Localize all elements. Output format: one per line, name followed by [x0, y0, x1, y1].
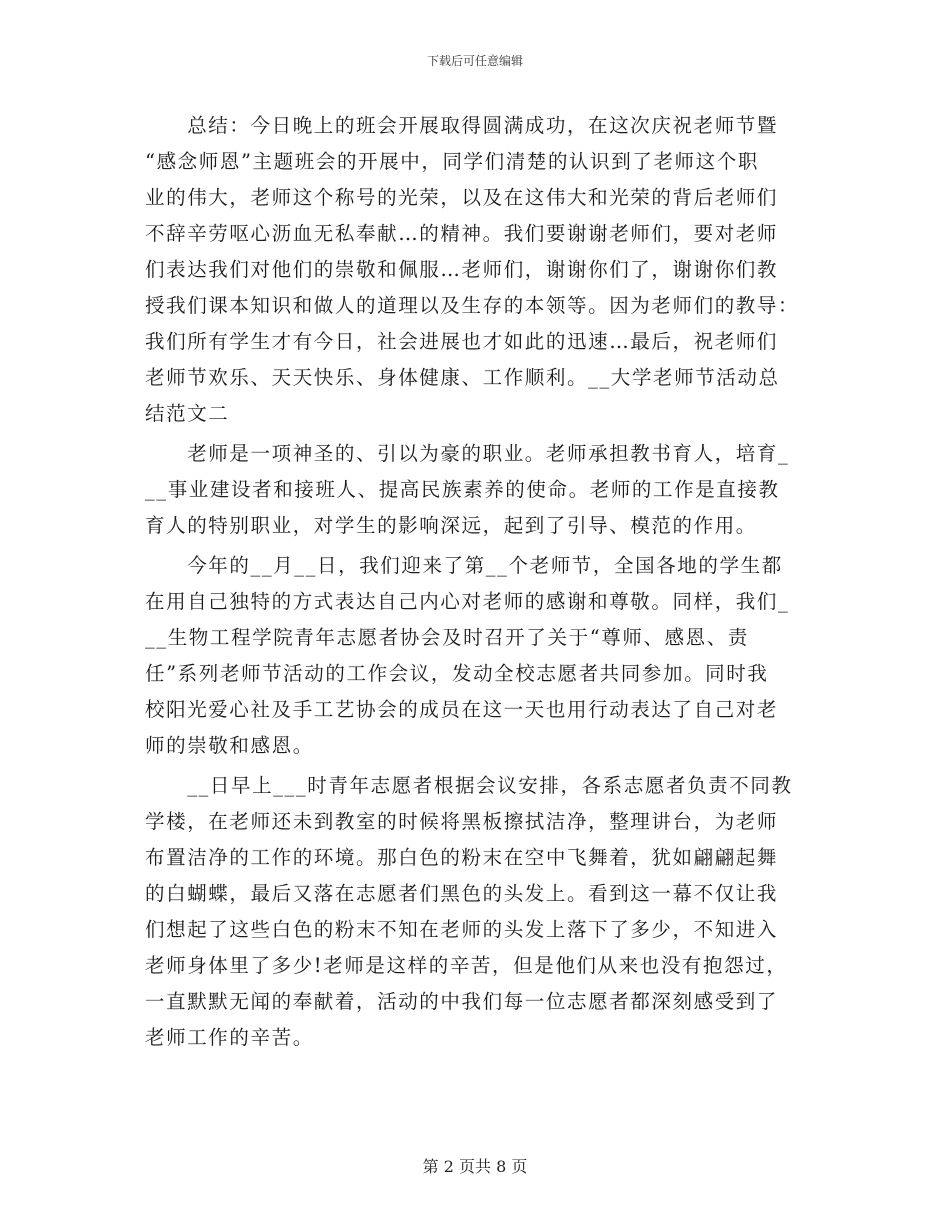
- text-line: __日早上___时青年志愿者根据会议安排，各系志愿者负责不同教: [145, 774, 793, 797]
- page-number: 第 2 页共 8 页: [422, 1157, 528, 1176]
- text-line: 老师节欢乐、天天快乐、身体健康、工作顺利。__大学老师节活动总: [145, 366, 780, 389]
- paragraph-summary: [145, 108, 805, 432]
- text-line: “感念师恩”主题班会的开展中，同学们清楚的认识到了老师这个职: [145, 150, 759, 173]
- text-line: 校阳光爱心社及手工艺协会的成员在这一天也用行动表达了自己对老: [145, 698, 779, 721]
- text-line: 们表达我们对他们的崇敬和佩服…老师们，谢谢你们了，谢谢你们教: [145, 258, 779, 281]
- text-line: 学楼，在老师还未到教室的时候将黑板擦拭洁净，整理讲台，为老师: [145, 810, 779, 833]
- paragraph-teacher-profession: [145, 436, 805, 544]
- text-line: 老师工作的辛苦。: [145, 1026, 314, 1049]
- text-line: 在用自己独特的方式表达自己内心对老师的感谢和尊敬。同样，我们_: [145, 590, 790, 613]
- document-body: [145, 108, 805, 1056]
- text-line: 的白蝴蝶，最后又落在志愿者们黑色的头发上。看到这一幕不仅让我: [145, 882, 779, 905]
- text-line: 老师身体里了多少!老师是这样的辛苦，但是他们从来也没有抱怨过，: [145, 954, 788, 977]
- text-line: 总结：今日晚上的班会开展取得圆满成功，在这次庆祝老师节暨: [145, 114, 779, 137]
- text-line: 结范文二: [145, 402, 230, 425]
- text-line: __生物工程学院青年志愿者协会及时召开了关于“尊师、感恩、责: [145, 626, 749, 649]
- text-line: 布置洁净的工作的环境。那白色的粉末在空中飞舞着，犹如翩翩起舞: [145, 846, 779, 869]
- text-line: 业的伟大，老师这个称号的光荣，以及在这伟大和光荣的背后老师们: [145, 186, 779, 209]
- paragraph-teachers-day: [145, 548, 805, 764]
- text-line: 授我们课本知识和做人的道理以及生存的本领等。因为老师们的教导：: [145, 294, 800, 317]
- text-line: 一直默默无闻的奉献着，活动的中我们每一位志愿者都深刻感受到了: [145, 990, 779, 1013]
- page-header: 下载后可任意编辑: [426, 54, 523, 68]
- text-line: 师的崇敬和感恩。: [145, 734, 314, 757]
- text-line: 不辞辛劳呕心沥血无私奉献…的精神。我们要谢谢老师们，要对老师: [145, 222, 779, 245]
- text-line: 们想起了这些白色的粉末不知在老师的头发上落下了多少，不知进入: [145, 918, 779, 941]
- paragraph-volunteers: [145, 768, 805, 1056]
- text-line: 我们所有学生才有今日，社会进展也才如此的迅速…最后，祝老师们: [145, 330, 779, 353]
- text-line: __事业建设者和接班人、提高民族素养的使命。老师的工作是直接教: [145, 478, 780, 501]
- text-line: 老师是一项神圣的、引以为豪的职业。老师承担教书育人，培育_: [145, 442, 790, 465]
- text-line: 今年的__月__日，我们迎来了第__个老师节，全国各地的学生都: [145, 554, 783, 577]
- text-line: 任”系列老师节活动的工作会议，发动全校志愿者共同参加。同时我: [145, 662, 769, 685]
- text-line: 育人的特别职业，对学生的影响深远，起到了引导、模范的作用。: [145, 514, 757, 537]
